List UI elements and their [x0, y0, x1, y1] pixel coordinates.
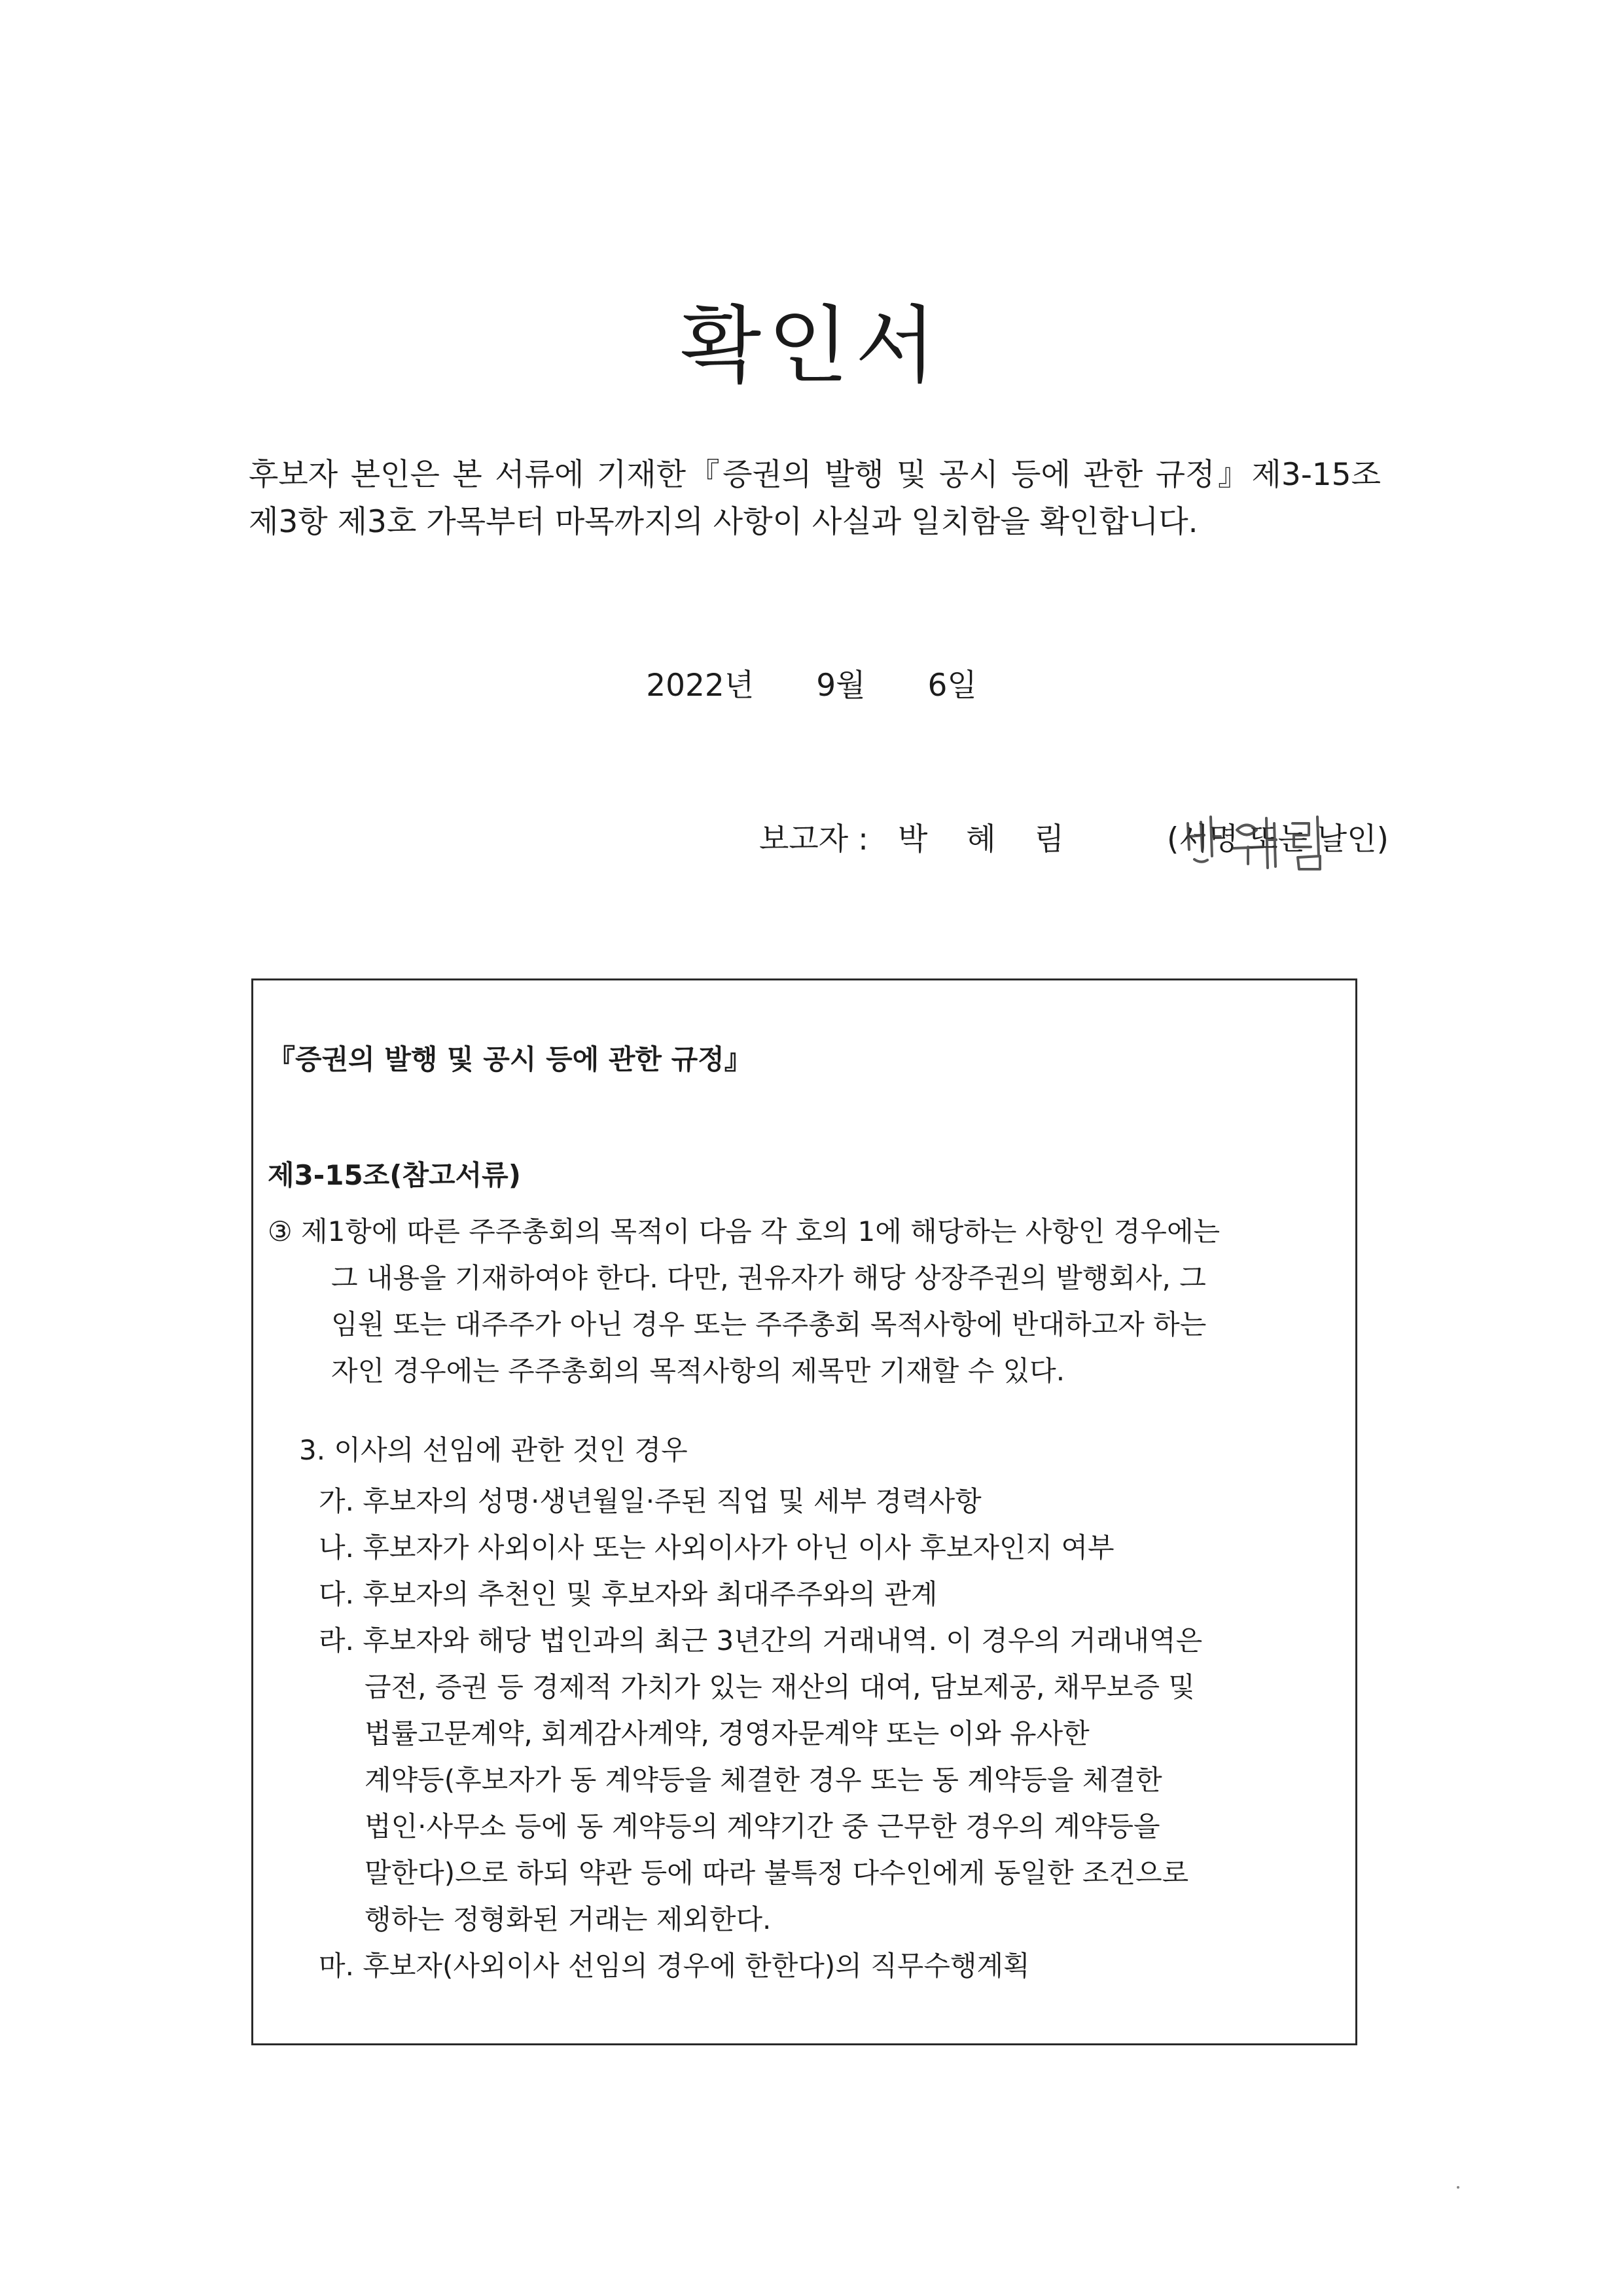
- subitem-ra-continued: 금전, 증권 등 경제적 가치가 있는 재산의 대여, 담보제공, 채무보증 및: [365, 1671, 1196, 1703]
- clause-line: 그 내용을 기재하여야 한다. 다만, 권유자가 해당 상장주권의 발행회사, 그: [331, 1262, 1206, 1294]
- confirmation-statement: 후보자 본인은 본 서류에 기재한『증권의 발행 및 공시 등에 관한 규정』제3-15조 제3항 제3호 가목부터 마목까지의 사항이 사실과 일치함을 확인합니다.: [249, 457, 1381, 540]
- subitem-ra-continued: 법인·사무소 등에 동 계약등의 계약기간 중 근무한 경우의 계약등을: [365, 1810, 1160, 1842]
- subitem-da: 다. 후보자의 추천인 및 후보자와 최대주주와의 관계: [319, 1578, 938, 1610]
- subitem-ga: 가. 후보자의 성명·생년월일·주된 직업 및 세부 경력사항: [319, 1485, 982, 1517]
- item-3-heading: 3. 이사의 선임에 관한 것인 경우: [299, 1434, 688, 1466]
- clause-line: 임원 또는 대주주가 아닌 경우 또는 주주총회 목적사항에 반대하고자 하는: [331, 1308, 1207, 1340]
- subitem-ra-continued: 말한다)으로 하되 약관 등에 따라 불특정 다수인에게 동일한 조건으로: [365, 1857, 1189, 1889]
- subitem-ra-continued: 법률고문계약, 회계감사계약, 경영자문계약 또는 이와 유사한: [365, 1717, 1090, 1749]
- subitem-ma: 마. 후보자(사외이사 선임의 경우에 한한다)의 직무수행계획: [319, 1950, 1030, 1982]
- subitem-list: [319, 1478, 1340, 1989]
- date-day: 6일: [927, 668, 977, 704]
- seal-note: (서명 또는 날인): [1166, 821, 1389, 857]
- subitem-na: 나. 후보자가 사외이사 또는 사외이사가 아닌 이사 후보자인지 여부: [319, 1532, 1115, 1564]
- subitem-ra-continued: 계약등(후보자가 동 계약등을 체결한 경우 또는 동 계약등을 체결한: [365, 1764, 1162, 1796]
- date-year: 2022년: [646, 668, 755, 704]
- document-date: [0, 661, 1623, 705]
- clause-3: [268, 1208, 1341, 1394]
- clause-line: 자인 경우에는 주주총회의 목적사항의 제목만 기재할 수 있다.: [331, 1355, 1065, 1387]
- clause-line: ③ 제1항에 따른 주주총회의 목적이 다음 각 호의 1에 해당하는 사항인 경우에는: [268, 1215, 1221, 1247]
- reporter-label: 보고자 :: [759, 821, 868, 857]
- reporter-name: 박 혜 림: [897, 821, 1079, 857]
- subitem-ra: 라. 후보자와 해당 법인과의 최근 3년간의 거래내역. 이 경우의 거래내역은: [319, 1624, 1203, 1657]
- regulation-title: 『증권의 발행 및 공시 등에 관한 규정』: [268, 1043, 752, 1075]
- scan-speck: [1457, 2186, 1459, 2189]
- subitem-ra-continued: 행하는 정형화된 거래는 제외한다.: [365, 1903, 772, 1935]
- handwritten-signature: [1175, 804, 1345, 882]
- date-month: 9월: [816, 668, 866, 704]
- reference-regulation-box: [251, 978, 1357, 2045]
- document-title: 확인서: [680, 297, 943, 395]
- article-heading: 제3-15조(참고서류): [268, 1159, 521, 1191]
